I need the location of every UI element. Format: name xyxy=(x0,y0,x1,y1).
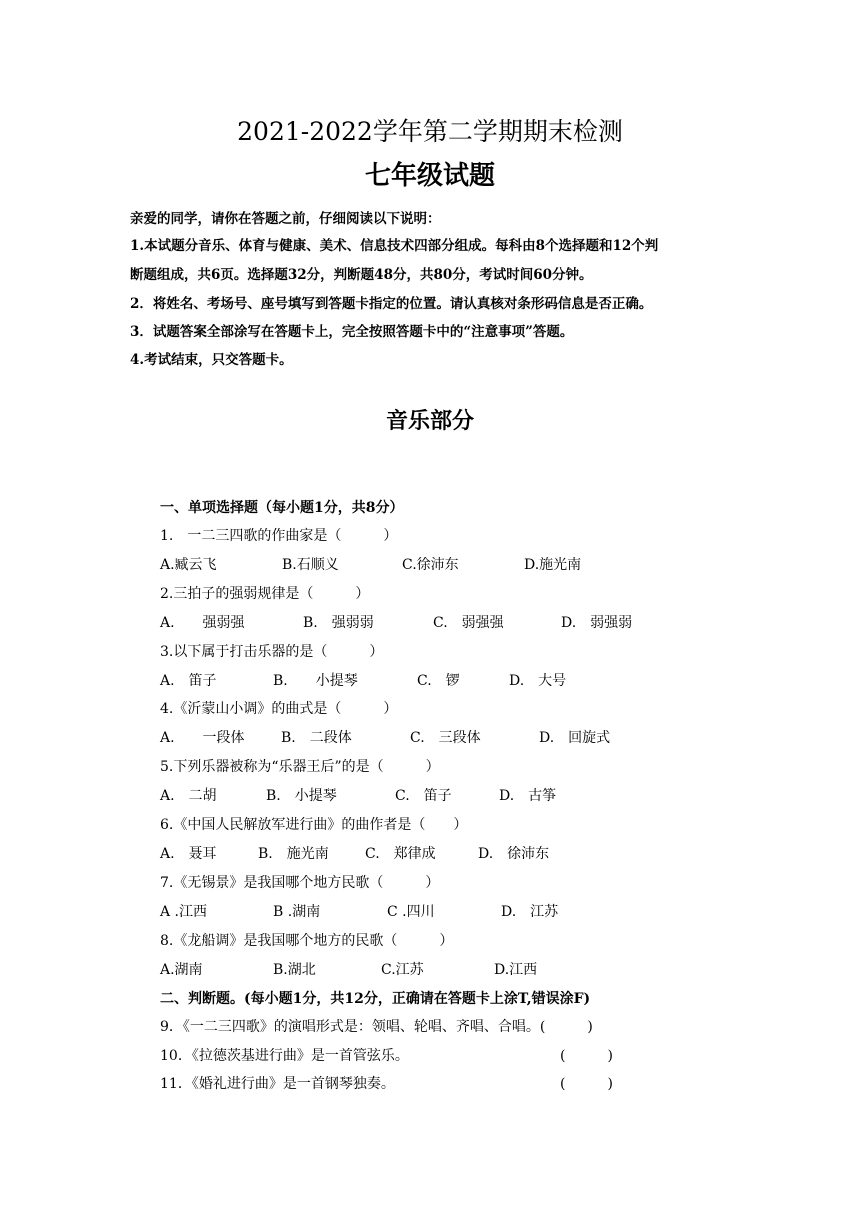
mcq-option-7-b: B .湖南 xyxy=(273,904,321,920)
instructions-greeting: 亲爱的同学，请你在答题之前，仔细阅读以下说明： xyxy=(130,211,441,227)
mcq-option-7-c: C .四川 xyxy=(387,904,435,920)
mcq-option-5-d: D. 古筝 xyxy=(499,788,557,804)
judgment-answer-blank-11: ( ) xyxy=(560,1076,613,1092)
part2-heading: 二、判断题。(每小题1分，共12分，正确请在答题卡上涂T,错误涂F) xyxy=(160,991,591,1007)
mcq-option-5-a: A. 二胡 xyxy=(160,788,217,804)
mcq-option-4-a: A. 一段体 xyxy=(160,730,245,746)
mcq-option-8-d: D.江西 xyxy=(494,962,538,978)
mcq-option-8-b: B.湖北 xyxy=(273,962,316,978)
exam-subtitle: 七年级试题 xyxy=(364,161,495,191)
mcq-question-2: 2.三拍子的强弱规律是（ ） xyxy=(160,586,370,602)
judgment-question-11: 11．《婚礼进行曲》是一首钢琴独奏。 xyxy=(160,1076,395,1092)
mcq-option-1-d: D.施光南 xyxy=(524,557,582,573)
mcq-option-7-d: D. 江苏 xyxy=(501,904,559,920)
instructions-line-4: 4.考试结束，只交答题卡。 xyxy=(130,352,293,368)
mcq-option-6-b: B. 施光南 xyxy=(258,846,329,862)
mcq-option-2-d: D. 弱强弱 xyxy=(561,615,633,631)
judgment-question-10: 10．《拉德茨基进行曲》是一首管弦乐。 xyxy=(160,1048,409,1064)
mcq-option-7-a: A .江西 xyxy=(160,904,208,920)
mcq-option-3-d: D. 大号 xyxy=(509,673,567,689)
mcq-option-2-c: C. 弱强强 xyxy=(433,615,504,631)
mcq-option-5-c: C. 笛子 xyxy=(395,788,452,804)
mcq-option-6-a: A. 聂耳 xyxy=(160,846,217,862)
mcq-option-1-b: B.石顺义 xyxy=(282,557,339,573)
instructions-line-2: 2．将姓名、考场号、座号填写到答题卡指定的位置。请认真核对条形码信息是否正确。 xyxy=(130,296,653,312)
instructions-line-1a: 1.本试题分音乐、体育与健康、美术、信息技术四部分组成。每科由8个选择题和12个判 xyxy=(130,238,659,254)
judgment-answer-blank-10: ( ) xyxy=(560,1048,613,1064)
mcq-question-6: 6.《中国人民解放军进行曲》的曲作者是（ ） xyxy=(160,817,468,833)
instructions-line-3: 3．试题答案全部涂写在答题卡上，完全按照答题卡中的“注意事项”答题。 xyxy=(130,324,574,340)
mcq-option-5-b: B. 小提琴 xyxy=(266,788,337,804)
mcq-option-3-c: C. 锣 xyxy=(417,673,460,689)
section-title: 音乐部分 xyxy=(385,409,474,434)
mcq-option-2-a: A. 强弱强 xyxy=(160,615,245,631)
instructions-line-1b: 断题组成，共6页。选择题32分，判断题48分，共80分，考试时间60分钟。 xyxy=(130,267,593,283)
mcq-option-2-b: B. 强弱弱 xyxy=(303,615,374,631)
mcq-question-5: 5.下列乐器被称为“乐器王后”的是（ ） xyxy=(160,759,440,775)
mcq-option-6-c: C. 郑律成 xyxy=(365,846,436,862)
mcq-option-8-c: C.江苏 xyxy=(381,962,424,978)
mcq-option-4-c: C. 三段体 xyxy=(410,730,481,746)
part1-heading: 一、单项选择题（每小题1分，共8分） xyxy=(160,500,404,516)
judgment-question-9: 9．《一二三四歌》的演唱形式是：领唱、轮唱、齐唱、合唱。( ) xyxy=(160,1019,593,1035)
mcq-question-8: 8.《龙船调》是我国哪个地方的民歌（ ） xyxy=(160,933,454,949)
mcq-question-3: 3.以下属于打击乐器的是（ ） xyxy=(160,644,384,660)
mcq-option-3-b: B. 小提琴 xyxy=(273,673,358,689)
mcq-question-7: 7.《无锡景》是我国哪个地方民歌（ ） xyxy=(160,875,440,891)
mcq-option-1-a: A.臧云飞 xyxy=(160,557,217,573)
mcq-option-4-b: B. 二段体 xyxy=(281,730,352,746)
mcq-option-3-a: A. 笛子 xyxy=(160,673,217,689)
mcq-question-4: 4.《沂蒙山小调》的曲式是（ ） xyxy=(160,701,398,717)
mcq-option-4-d: D. 回旋式 xyxy=(539,730,611,746)
exam-title: 2021-2022学年第二学期期末检测 xyxy=(237,117,623,146)
mcq-option-6-d: D. 徐沛东 xyxy=(478,846,550,862)
mcq-option-1-c: C.徐沛东 xyxy=(402,557,459,573)
mcq-option-8-a: A.湖南 xyxy=(160,962,203,978)
mcq-question-1: 1. 一二三四歌的作曲家是（ ） xyxy=(160,528,398,544)
